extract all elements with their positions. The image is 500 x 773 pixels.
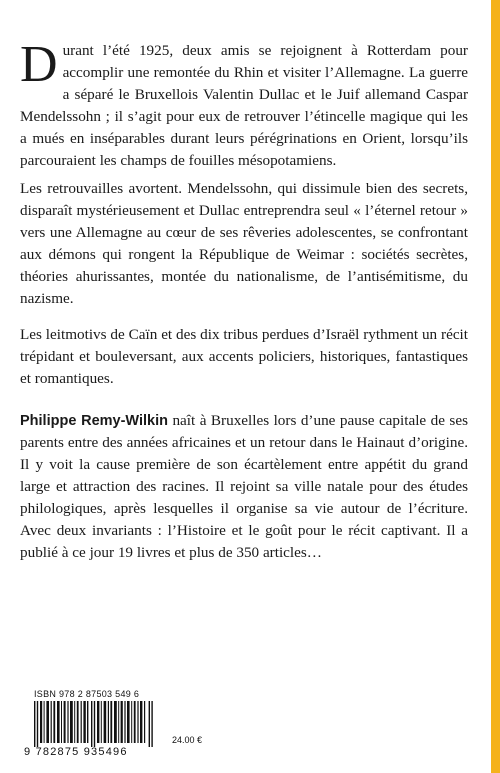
spine-color-strip — [491, 0, 500, 773]
drop-cap: D — [20, 36, 58, 93]
isbn-label: ISBN 978 2 87503 549 6 — [34, 689, 140, 699]
author-name: Philippe Remy-Wilkin — [20, 413, 168, 429]
author-bio — [20, 410, 468, 564]
blurb-text — [20, 36, 468, 578]
barcode-digits: 9 782875 935496 — [24, 746, 128, 758]
blurb-paragraph-3: Les leitmotivs de Caïn et des dix tribus perdues d’Israël rythment un récit trépidant et bouleversant, aux accents policiers, historiques, fantastiques et romantiques. — [20, 326, 468, 387]
barcode-icon — [34, 701, 154, 747]
blurb-paragraph-1 — [20, 36, 468, 172]
blurb-paragraph-1-text: urant l’été 1925, deux amis se rejoignent à Rotterdam pour accomplir une remontée du Rhin et visiter l’Allemagne. La guerre a séparé le Bruxellois Valentin Dullac et le Juif allemand Caspar Mendelssohn ; il s’agit pour eux de retrouver l’étincelle magique qui les a mués en inséparables durant leurs pérégrinations en Orient, lorsqu’ils parcouraient les champs de fouilles mésopotamiens. — [20, 42, 468, 169]
author-bio-text: naît à Bruxelles lors d’une pause capitale de ses parents entre des années africaines et un retour dans le Hainaut d’origine. Il y voit la cause première de son écartèlement entre appétit du grand large et attraction des racines. Il rejoint sa ville natale pour des études philologiques, après lesquelles il organise sa vie autour de l’écriture. Avec deux invariants : l’Histoire et le goût pour le récit captivant. Il a publié à ce jour 19 livres et plus de 350 articles… — [20, 412, 468, 561]
price-label: 24.00 € — [172, 735, 203, 745]
blurb-paragraph-2: Les retrouvailles avortent. Mendelssohn, qui dissimule bien des secrets, disparaît mystérieusement et Dullac entreprendra seul « l’éternel retour » vers une Allemagne au cœur de ses rêveries adolescentes, se confrontant aux démons qui rongent la République de Weimar : sociétés secrètes, théories ahurissantes, montée du nationalisme, de l’antisémitisme, du nazisme. — [20, 180, 468, 307]
